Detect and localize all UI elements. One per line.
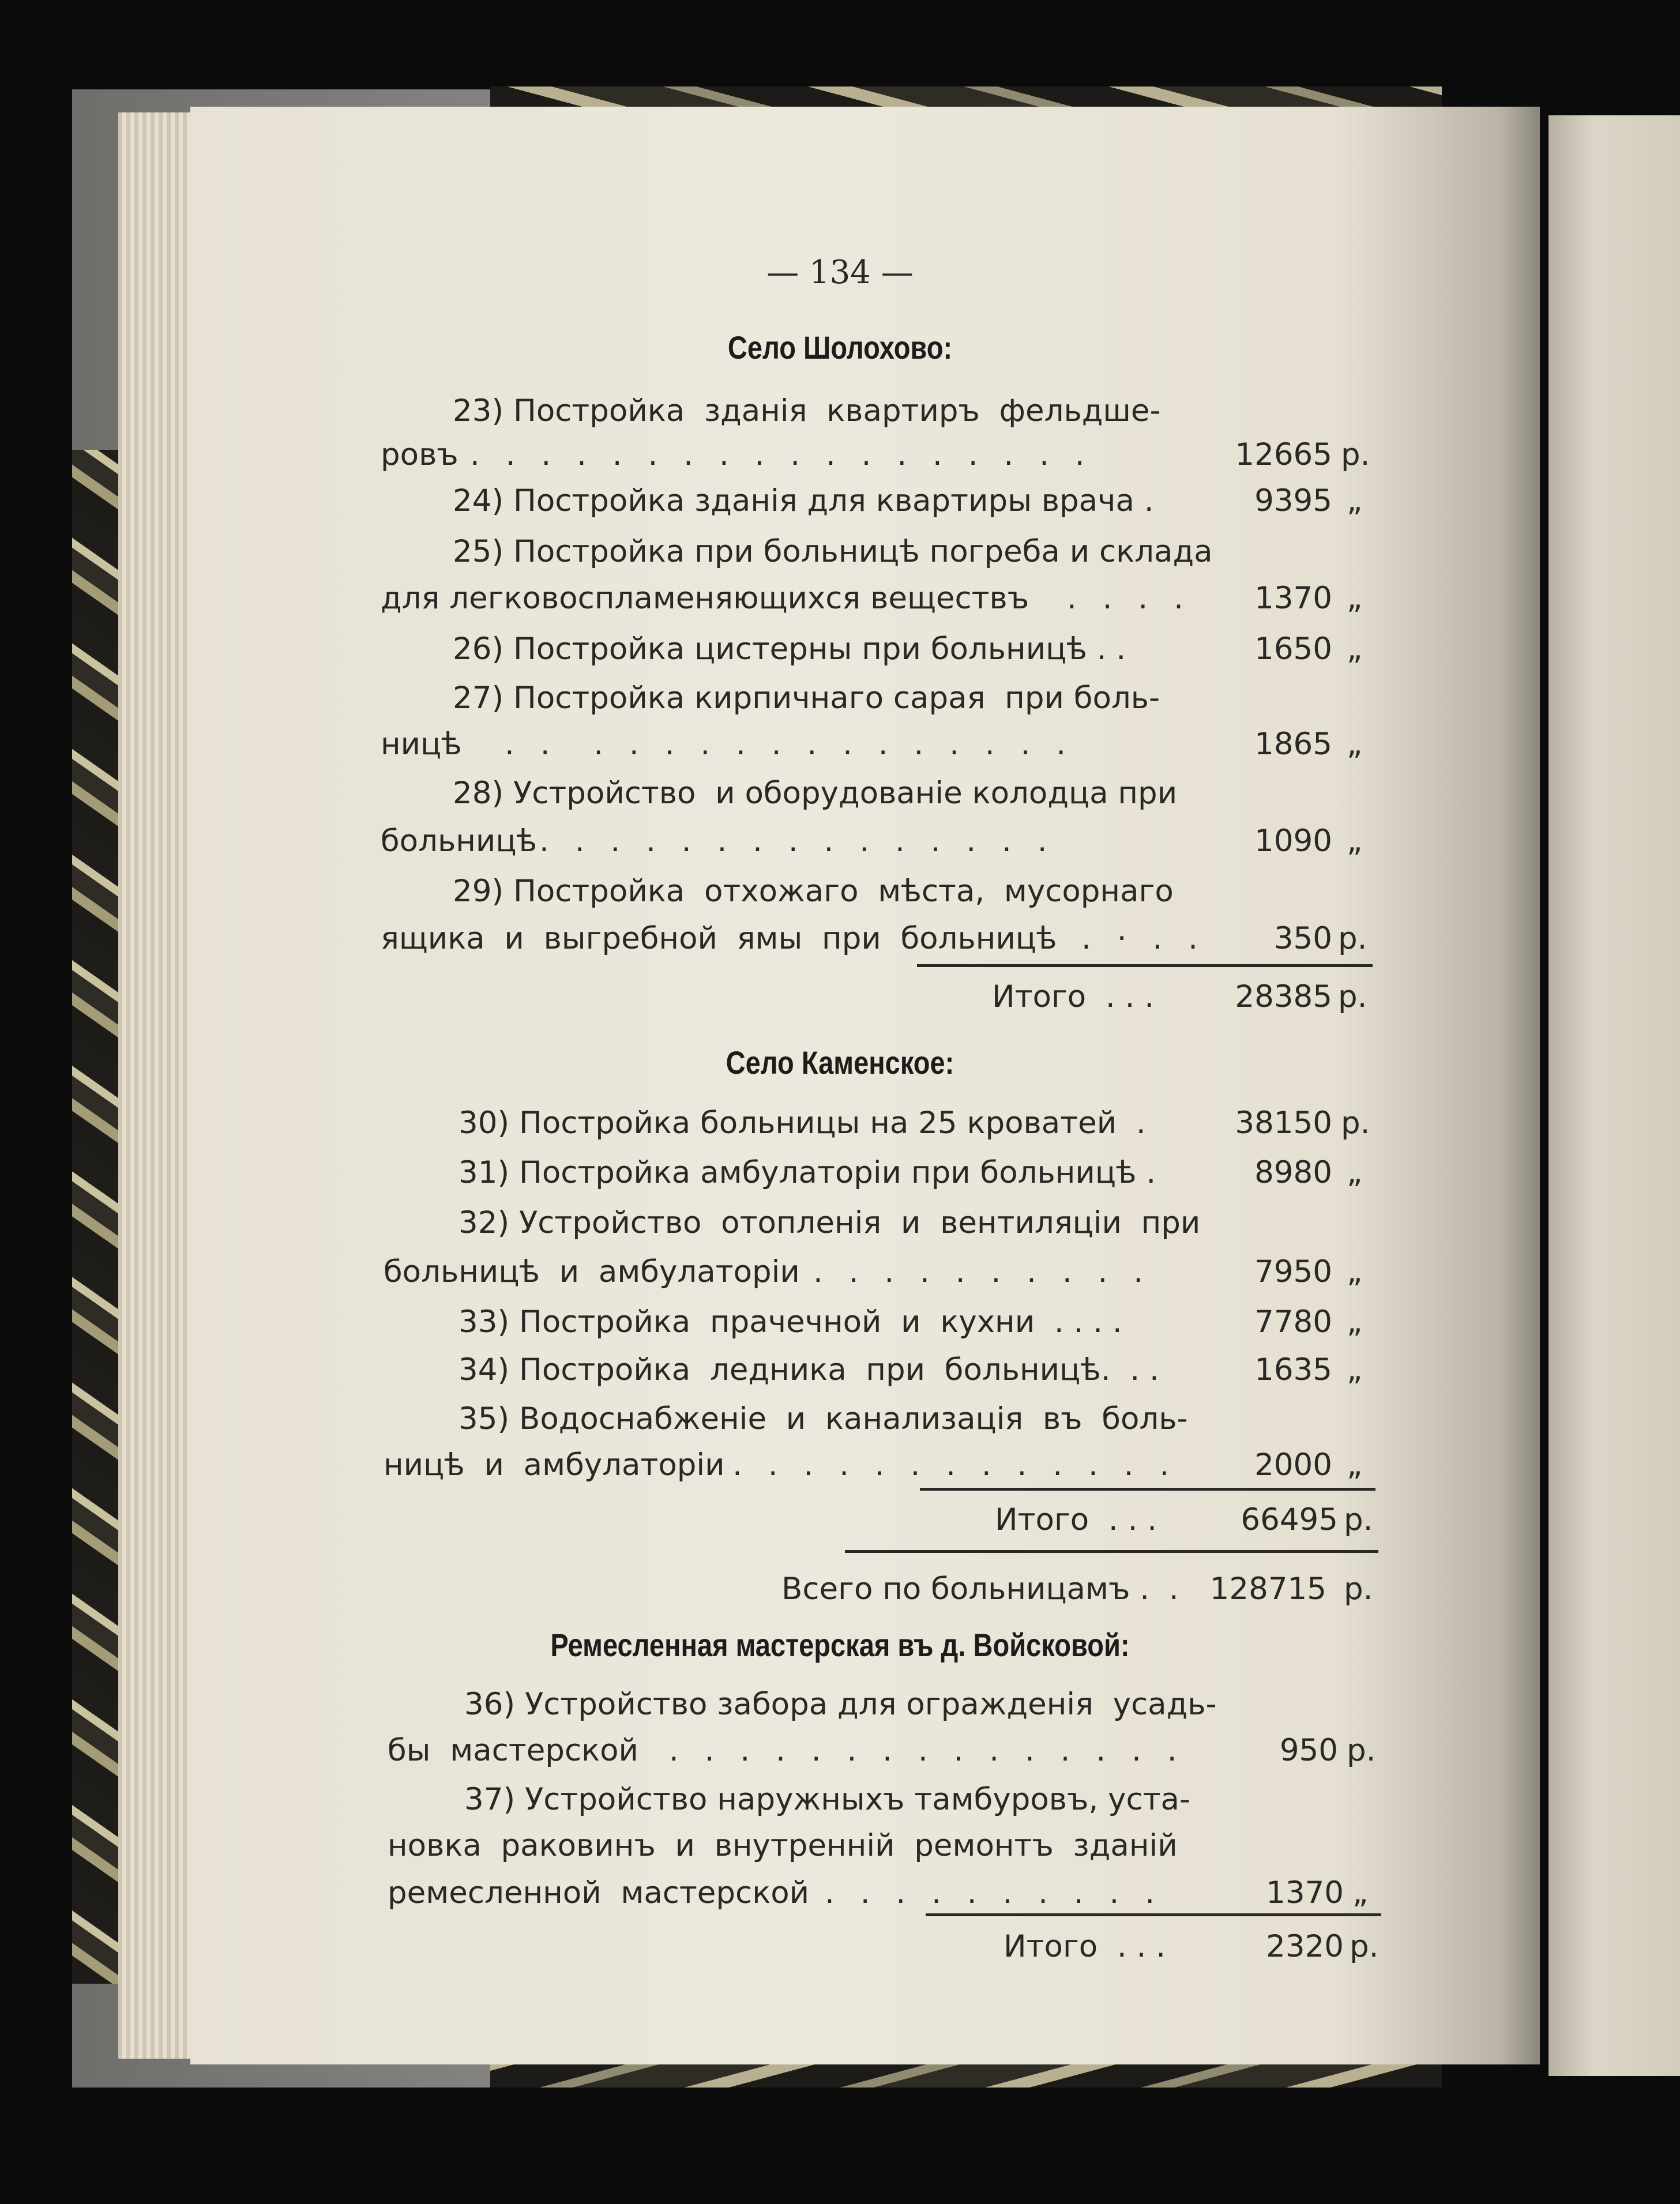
item-unit: „ [1347, 581, 1363, 616]
item-text: новка раковинъ и внутренній ремонтъ зданій [388, 1828, 1178, 1863]
item-unit: „ [1347, 1304, 1363, 1340]
item-unit: „ [1347, 823, 1363, 859]
item-unit: „ [1347, 631, 1363, 667]
item-amount: 1635 [1254, 1352, 1332, 1387]
item-amount: 7780 [1254, 1304, 1332, 1340]
item-text: 33) Постройка прачечной и кухни . . . . [458, 1304, 1122, 1340]
item-text: 36) Устройство забора для огражденія усадь- [464, 1687, 1217, 1722]
item-unit: р. [1347, 1733, 1376, 1768]
leader-dots: . . . . . . . . . . . . . [732, 1447, 1178, 1483]
page-number: — 134 — [766, 254, 914, 291]
total-unit: р. [1350, 1929, 1379, 1964]
item-amount: 8980 [1254, 1155, 1332, 1190]
total-label: Итого . . . [992, 979, 1155, 1014]
item-amount: 7950 [1254, 1254, 1332, 1289]
section-heading: Село Каменское: [726, 1044, 954, 1081]
section-heading: Ремесленная мастерская въ д. Войсковой: [550, 1627, 1130, 1663]
item-text: 31) Постройка амбулаторіи при больницѣ . [458, 1155, 1156, 1190]
leader-dots: . . . . . . . . . . . . . . . . [505, 727, 1074, 762]
total-amount: 66495 [1241, 1502, 1338, 1537]
sum-rule [926, 1913, 1381, 1916]
item-text: 27) Постройка кирпичнаго сарая при боль- [453, 680, 1160, 716]
item-amount: 2000 [1254, 1447, 1332, 1483]
section-heading: Село Шолохово: [727, 329, 953, 366]
item-unit: „ [1347, 727, 1363, 762]
grand-total-rule [845, 1550, 1378, 1553]
item-text: 32) Устройство отопленія и вентиляціи при [458, 1205, 1201, 1240]
item-text: 23) Постройка зданія квартиръ фельдше- [453, 393, 1161, 428]
leader-dots: . . . . . . . . . . . . . . . . . . [470, 437, 1093, 472]
leader-dots: . . . . [1067, 581, 1192, 616]
item-amount: 350 [1273, 921, 1332, 956]
item-text: 30) Постройка больницы на 25 кроватей . [458, 1105, 1146, 1141]
item-unit: „ [1347, 1352, 1363, 1387]
total-amount: 2320 [1266, 1929, 1344, 1964]
leader-dots: . . . . . . . . . . . . . . . [669, 1733, 1185, 1768]
item-unit: р. [1338, 921, 1367, 956]
grand-total-label: Всего по больницамъ . . [781, 1571, 1179, 1607]
page-edges [118, 112, 193, 2059]
leader-dots: . . . . . . . . . . . . . . . [539, 823, 1055, 859]
item-unit: „ [1347, 483, 1363, 518]
item-text: бы мастерской [388, 1733, 638, 1768]
sum-rule [917, 964, 1373, 967]
item-unit: „ [1347, 1447, 1363, 1483]
item-unit: „ [1347, 1155, 1363, 1190]
sum-rule [920, 1488, 1375, 1491]
grand-total-amount: 128715 [1209, 1571, 1326, 1607]
leader-dots: . . . . . . . . . . [825, 1875, 1163, 1910]
item-text: 26) Постройка цистерны при больницѣ . . [453, 631, 1126, 667]
total-label: Итого . . . [995, 1502, 1157, 1537]
item-amount: 1650 [1254, 631, 1332, 667]
item-unit: р. [1341, 437, 1370, 472]
item-text: ящика и выгребной ямы при больницѣ [381, 921, 1057, 956]
item-unit: р. [1341, 1105, 1370, 1141]
item-text: 34) Постройка ледника при больницѣ. . . [458, 1352, 1159, 1387]
item-text: 28) Устройство и оборудованіе колодца при [453, 776, 1178, 811]
item-amount: 1370 [1254, 581, 1332, 616]
grand-total-unit: р. [1344, 1571, 1373, 1607]
item-text: больницѣ [381, 823, 538, 859]
item-text: для легковоспламеняющихся веществъ [381, 581, 1029, 616]
item-amount: 12665 [1235, 437, 1332, 472]
item-amount: 950 [1279, 1733, 1338, 1768]
item-text: ремесленной мастерской [388, 1875, 810, 1910]
marbled-cover-bottom [490, 2064, 1442, 2088]
item-amount: 9395 [1254, 483, 1332, 518]
item-unit: „ [1352, 1875, 1369, 1910]
item-amount: 1090 [1254, 823, 1332, 859]
item-text: 25) Постройка при больницѣ погреба и склада [453, 534, 1213, 569]
item-text: ницѣ и амбулаторіи [384, 1447, 725, 1483]
item-text: 29) Постройка отхожаго мѣста, мусорнаго [453, 874, 1174, 909]
leader-dots: . · . . [1081, 921, 1206, 956]
facing-page-edge [1549, 115, 1680, 2076]
item-text: 24) Постройка зданія для квартиры врача . [453, 483, 1154, 518]
item-text: ницѣ [381, 727, 462, 762]
total-amount: 28385 [1235, 979, 1332, 1014]
item-amount: 1370 [1266, 1875, 1344, 1910]
total-unit: р. [1344, 1502, 1373, 1537]
item-text: ровъ [381, 437, 458, 472]
item-unit: „ [1347, 1254, 1363, 1289]
item-text: 37) Устройство наружныхъ тамбуровъ, уста- [464, 1782, 1191, 1817]
item-amount: 38150 [1235, 1105, 1332, 1141]
total-unit: р. [1338, 979, 1367, 1014]
item-text: 35) Водоснабженіе и канализація въ боль- [458, 1401, 1188, 1436]
total-label: Итого . . . [1004, 1929, 1166, 1964]
item-amount: 1865 [1254, 727, 1332, 762]
item-text: больницѣ и амбулаторіи [384, 1254, 800, 1289]
leader-dots: . . . . . . . . . . [813, 1254, 1152, 1289]
